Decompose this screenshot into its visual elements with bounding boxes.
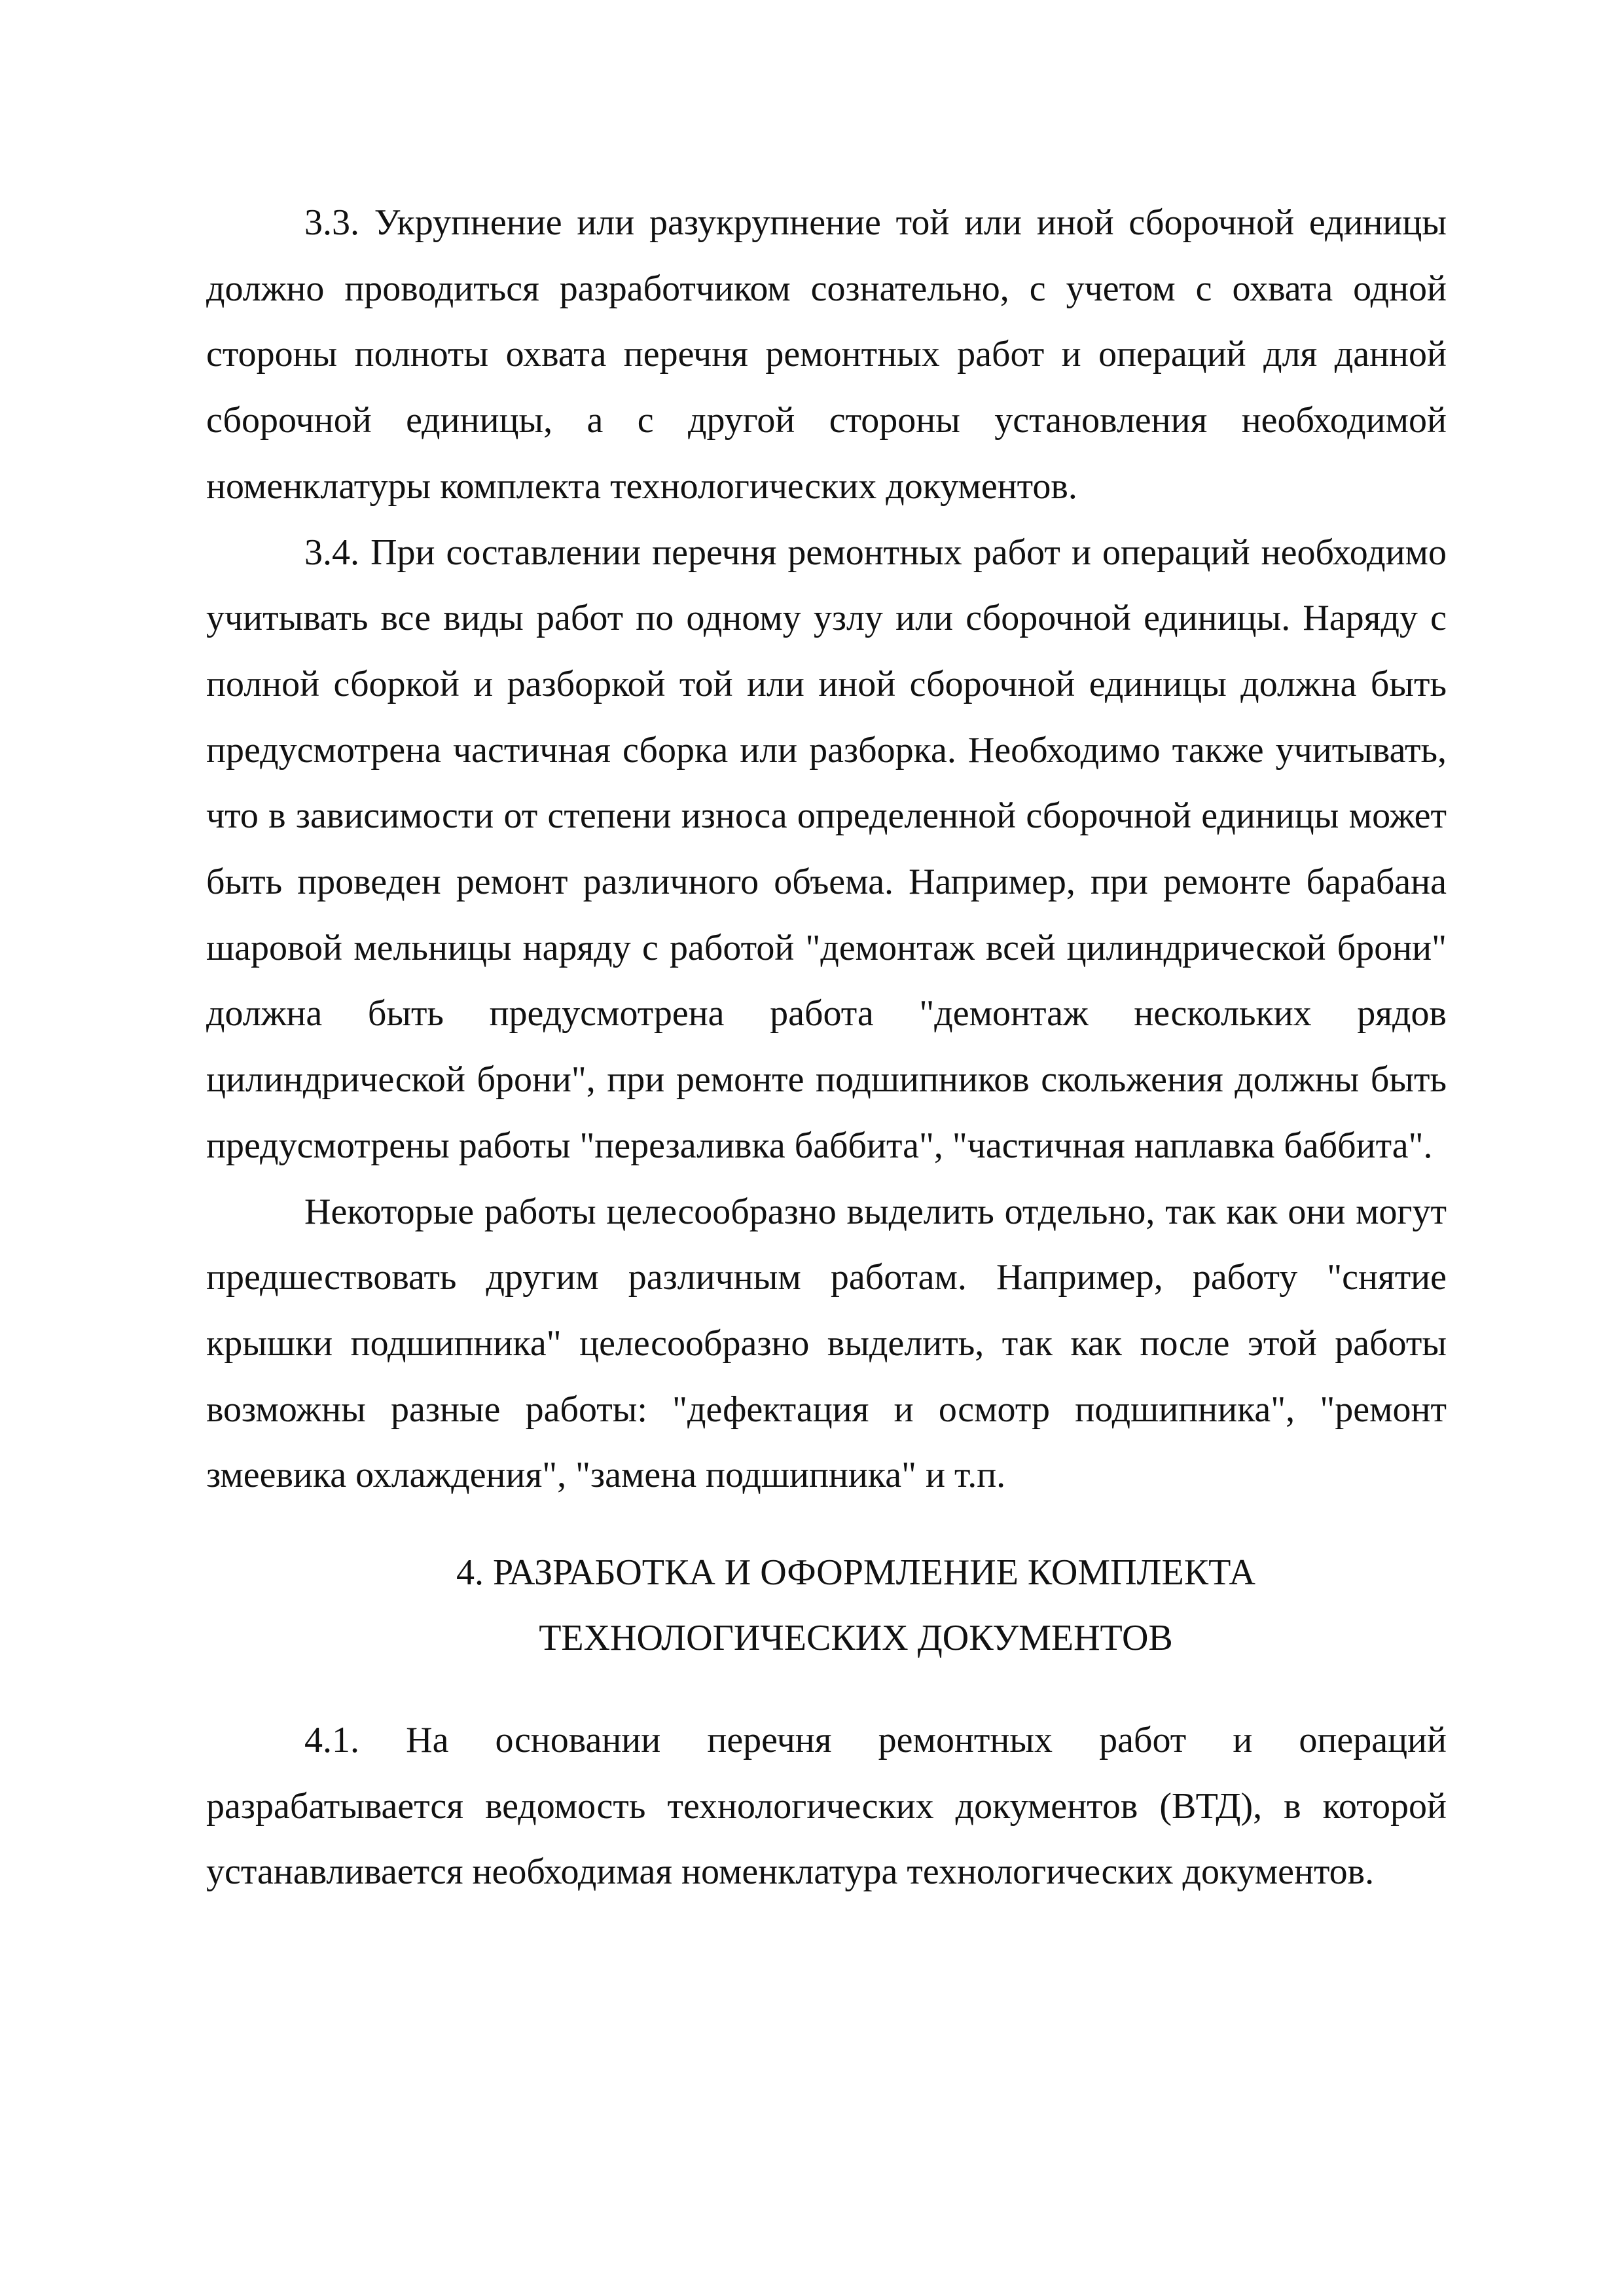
section-heading-4 bbox=[206, 1540, 1447, 1671]
paragraph-3-3: 3.3. Укрупнение или разукрупнение той или иной сборочной единицы должно проводиться разработчиком сознательно, с учетом с охвата одной стороны полноты охвата перечня ремонтных работ и операций для данной сборочной единицы, а с другой стороны установления необходимой номенклатуры комплекта технологических документов. bbox=[206, 202, 1447, 507]
document-page bbox=[206, 190, 1447, 1905]
section-heading-line-2: ТЕХНОЛОГИЧЕСКИХ ДОКУМЕНТОВ bbox=[539, 1618, 1173, 1659]
paragraph-4-1: 4.1. На основании перечня ремонтных работ и операций разрабатывается ведомость технологических документов (ВТД), в которой устанавливается необходимая номенклатура технологических документов. bbox=[206, 1720, 1447, 1893]
paragraph-some-works: Некоторые работы целесообразно выделить отдельно, так как они могут предшествовать другим различным работам. Например, работу "снятие крышки подшипника" целесообразно выделить, так как после этой работы возможны разные работы: "дефектация и осмотр подшипника", "ремонт змеевика охлаждения", "замена подшипника" и т.п. bbox=[206, 1191, 1447, 1496]
paragraph-3-4: 3.4. При составлении перечня ремонтных работ и операций необходимо учитывать все виды работ по одному узлу или сборочной единицы. Наряду с полной сборкой и разборкой той или иной сборочной единицы должна быть предусмотрена частичная сборка или разборка. Необходимо также учитывать, что в зависимости от степени износа определенной сборочной единицы может быть проведен ремонт различного объема. Например, при ремонте барабана шаровой мельницы наряду с работой "демонтаж всей цилиндрической брони" должна быть предусмотрена работа "демонтаж нескольких рядов цилиндрической брони", при ремонте подшипников скольжения должны быть предусмотрены работы "перезаливка баббита", "частичная наплавка баббита". bbox=[206, 532, 1447, 1166]
section-heading-line-1: 4. РАЗРАБОТКА И ОФОРМЛЕНИЕ КОМПЛЕКТА bbox=[456, 1552, 1255, 1594]
